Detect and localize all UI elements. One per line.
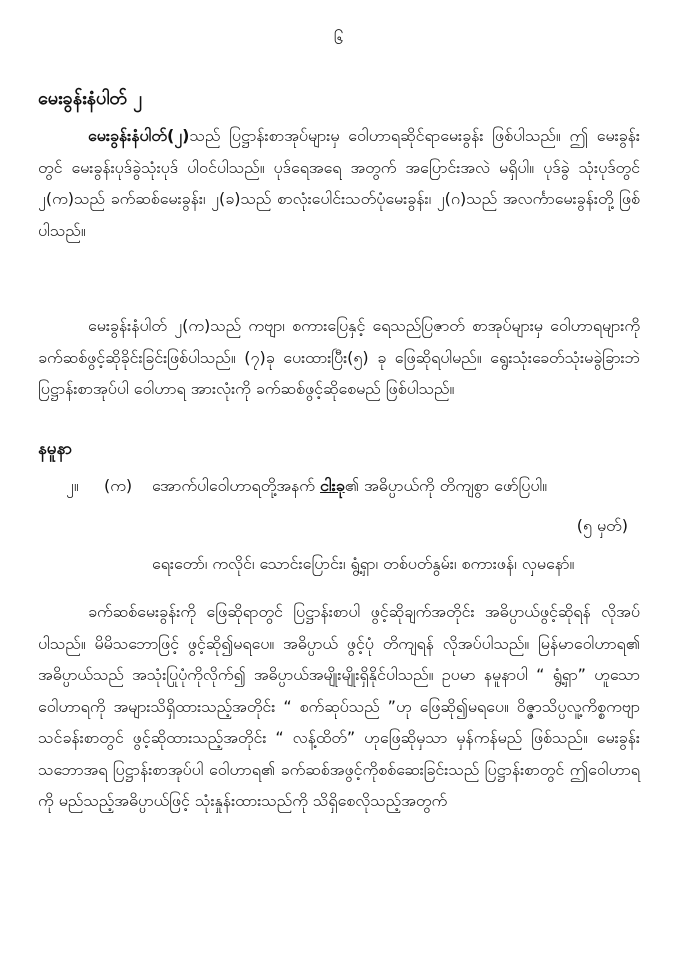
question-number: ၂။ <box>66 476 79 495</box>
page-number: ၆ <box>333 29 344 49</box>
instruction-underlined-count: ငါးခု <box>320 476 345 495</box>
paragraph-text: သည် ပြဋ္ဌာန်းစာအုပ်များမှ ဝေါဟာရဆိုင်ရာမေးခွန်း ဖြစ်ပါသည်။ ဤ မေးခွန်းတွင် မေးခွန်းပုဒ်ခွဲသုံးပုဒ် ပါဝင်ပါသည်။ ပုဒ်ရေအရေ အတွက် အပြောင်းအလဲ မရှိပါ။ ပုဒ်ခွဲ သုံးပုဒ်တွင် ၂(က)သည် ခက်ဆစ်မေးခွန်း၊ ၂(ခ)သည် စာလုံးပေါင်းသတ်ပုံမေးခွန်း၊ ၂(ဂ)သည် အလင်္ကာမေးခွန်းတို့ ဖြစ်ပါသည်။ <box>38 126 640 240</box>
section-heading: မေးခွန်းနံပါတ် ၂ <box>38 88 142 109</box>
question-marks: (၅ မှတ်) <box>576 516 628 535</box>
paragraph-answering-guidance: ခက်ဆစ်မေးခွန်းကို ဖြေဆိုရာတွင် ပြဋ္ဌာန်းစာပါ ဖွင့်ဆိုချက်အတိုင်း အဓိပ္ပာယ်ဖွင့်ဆိုရန် လိုအပ်ပါသည်။ မိမိသဘောဖြင့် ဖွင့်ဆို၍မရပေ။ အဓိပ္ပာယ် ဖွင့်ပုံ တိကျရန် လိုအပ်ပါသည်။ မြန်မာဝေါဟာရ၏ အဓိပ္ပာယ်သည် အသုံးပြုပုံကိုလိုက်၍ အဓိပ္ပာယ်အမျိုးမျိုးရှိနိုင်ပါသည်။ ဥပမာ နမူနာပါ “ ရွံ့ရှာ” ဟူသော ဝေါဟာရကို အများသိရှိထားသည့်အတိုင်း “ စက်ဆုပ်သည် ”ဟု ဖြေဆို၍မရပေ။ ဝိဇ္ဇာသိပ္ပလူ့ကိစ္စကဗျာ သင်ခန်းစာတွင် ဖွင့်ဆိုထားသည့်အတိုင်း “ လန့်ထိတ်” ဟုဖြေဆိုမှသာ မှန်ကန်မည် ဖြစ်သည်။ မေးခွန်း သဘောအရ ပြဋ္ဌာန်းစာအုပ်ပါ ဝေါဟာရ၏ ခက်ဆစ်အဖွင့်ကိုစစ်ဆေးခြင်းသည် ပြဋ္ဌာန်းစာတွင် ဤဝေါဟာရကို မည်သည့်အဓိပ္ပာယ်ဖြင့် သုံးနှုန်းထားသည်ကို သိရှိစေလိုသည့်အတွက် <box>38 602 640 810</box>
instruction-text-before: အောက်ပါဝေါဟာရတို့အနက် <box>152 476 321 495</box>
paragraph-question-overview <box>38 120 640 246</box>
paragraph-bold-lead: မေးခွန်းနံပါတ်(၂) <box>88 126 190 145</box>
sample-heading: နမူနာ <box>38 439 73 459</box>
instruction-text-after: ၏ အဓိပ္ပာယ်ကို တိကျစွာ ဖော်ပြပါ။ <box>344 476 548 495</box>
question-sub-label: (က) <box>104 476 133 495</box>
question-instruction <box>152 470 622 502</box>
question-word-list: ရေးတော်၊ ကလိုင်၊ သောင်းပြောင်း၊ ရွံ့ရှာ၊ တစ်ပတ်နွမ်း၊ စကားဖန်၊ လှမနော်။ <box>152 554 575 573</box>
paragraph-question-2a: မေးခွန်းနံပါတ် ၂(က)သည် ကဗျာ၊ စကားပြေနှင့် ရေသည်ပြဇာတ် စာအုပ်များမှ ဝေါဟာရများကို ခက်ဆစ်ဖွင့်ဆိုခိုင်းခြင်းဖြစ်ပါသည်။ (၇)ခု ပေးထားပြီး(၅) ခု ဖြေဆိုရပါမည်။ ရွေးသုံးခေတ်သုံးမခွဲခြားဘဲ ပြဋ္ဌာန်းစာအုပ်ပါ ဝေါဟာရ အားလုံးကို ခက်ဆစ်ဖွင့်ဆိုစေမည် ဖြစ်ပါသည်။ <box>38 316 640 398</box>
